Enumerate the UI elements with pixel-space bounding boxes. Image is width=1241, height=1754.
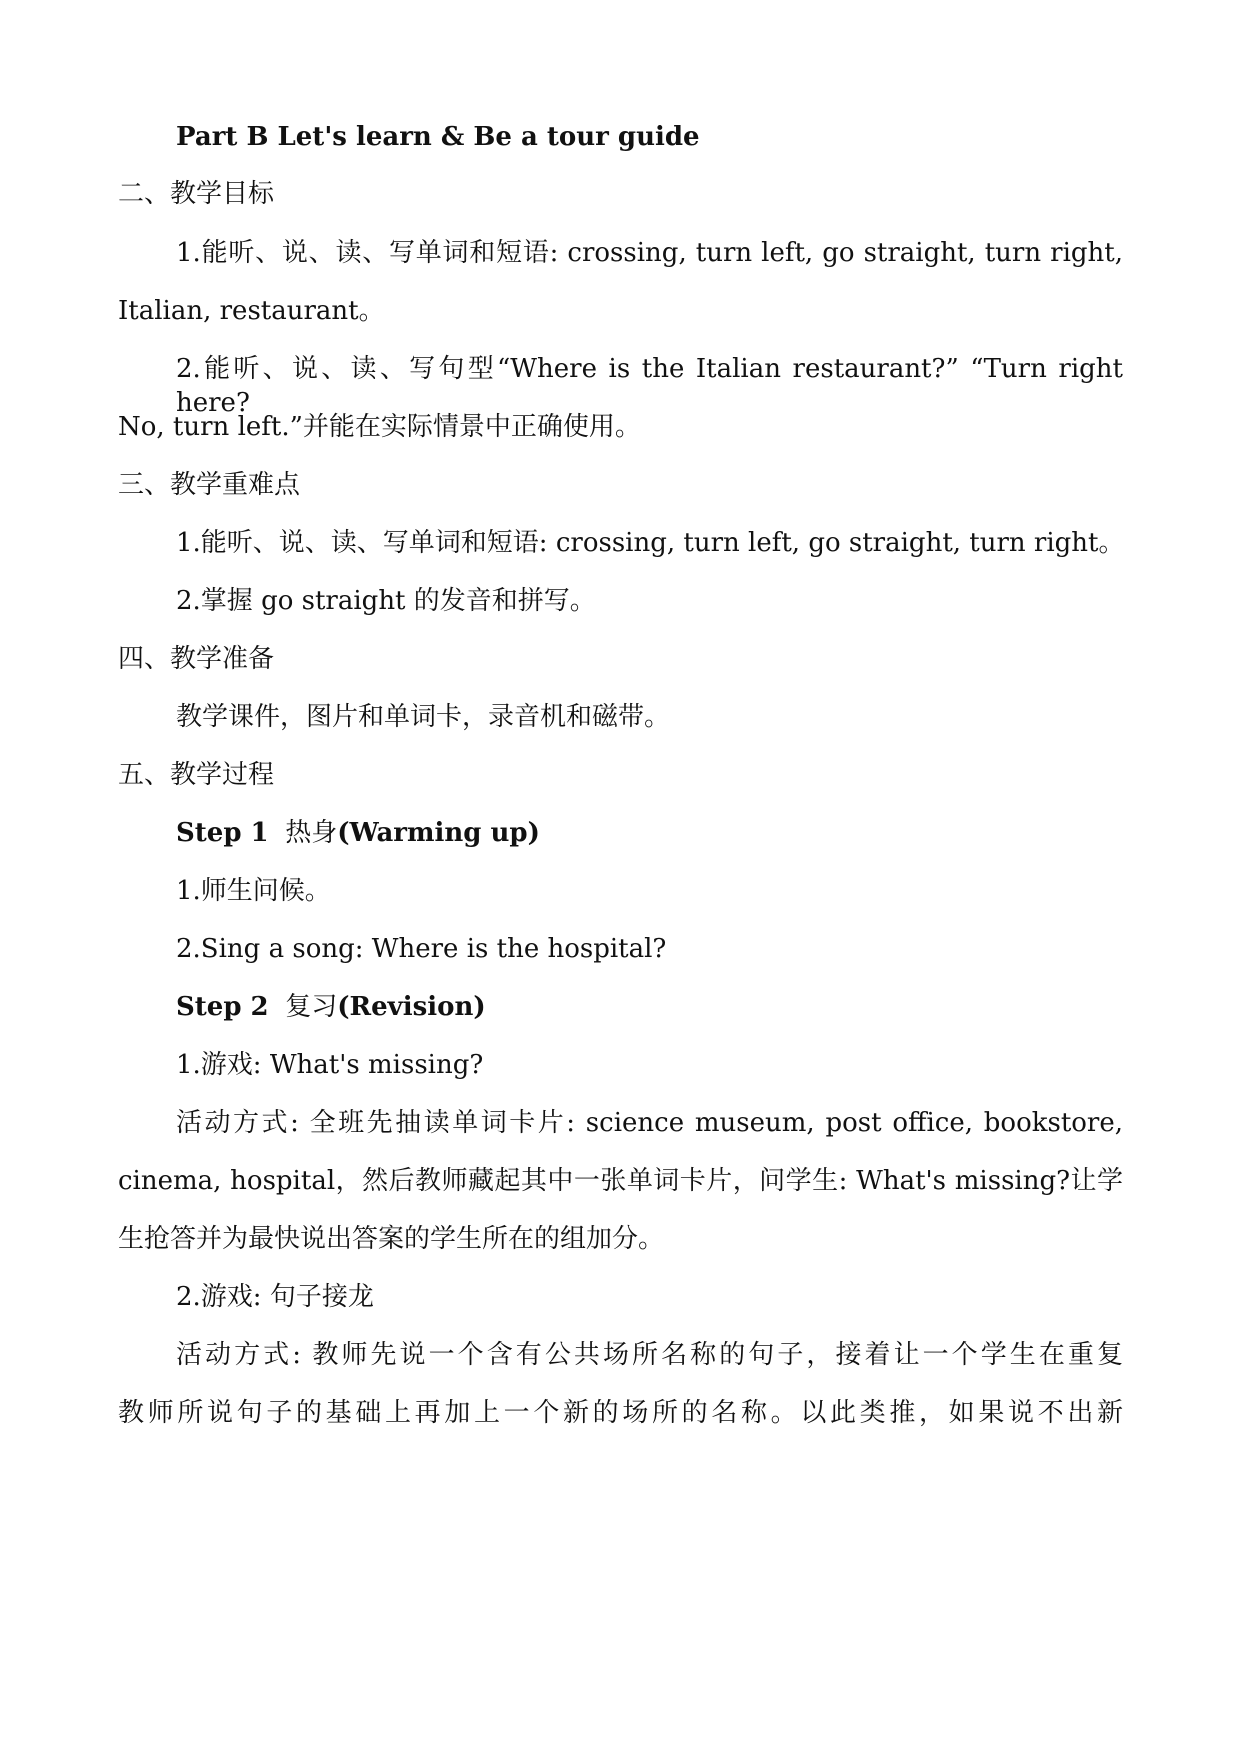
step-line: 2.游戏: 句子接龙 (176, 1282, 374, 1312)
section-heading-process: 五、教学过程 (118, 760, 275, 790)
objective-line: Italian, restaurant。 (118, 296, 385, 326)
section-heading-objectives: 二、教学目标 (118, 179, 275, 209)
step-title-cn: 复习 (285, 992, 338, 1022)
section-heading-preparation: 四、教学准备 (118, 644, 275, 674)
step-line: 活动方式: 全班先抽读单词卡片: science museum, post office, bookstore, (176, 1108, 1123, 1138)
step-line: cinema, hospital，然后教师藏起其中一张单词卡片，问学生: What's missing?让学 (118, 1166, 1123, 1196)
step-label: Step 1 (176, 818, 269, 848)
step-heading (176, 816, 1123, 850)
step-line: 2.Sing a song: Where is the hospital? (176, 934, 667, 964)
objective-line: 2.能听、说、读、写句型“Where is the Italian restaurant?” “Turn right here? (176, 354, 1123, 418)
objective-line: No, turn left.”并能在实际情景中正确使用。 (118, 412, 641, 442)
document-title: Part B Let's learn & Be a tour guide (176, 122, 700, 152)
step-title-en: (Warming up) (337, 818, 540, 848)
section-heading-key-points: 三、教学重难点 (118, 470, 301, 500)
key-point-line: 1.能听、说、读、写单词和短语: crossing, turn left, go straight, turn right。 (176, 528, 1125, 558)
step-title-en: (Revision) (337, 992, 486, 1022)
step-line: 活动方式: 教师先说一个含有公共场所名称的句子，接着让一个学生在重复 (176, 1340, 1123, 1370)
step-line: 教师所说句子的基础上再加上一个新的场所的名称。以此类推，如果说不出新 (118, 1398, 1123, 1428)
step-label: Step 2 (176, 992, 269, 1022)
step-heading (176, 990, 1123, 1024)
step-line: 1.游戏: What's missing? (176, 1050, 484, 1080)
key-point-line: 2.掌握 go straight 的发音和拼写。 (176, 586, 596, 616)
step-title-cn: 热身 (285, 818, 338, 848)
step-line: 生抢答并为最快说出答案的学生所在的组加分。 (118, 1224, 665, 1254)
preparation-line: 教学课件，图片和单词卡，录音机和磁带。 (176, 702, 671, 732)
objective-line: 1.能听、说、读、写单词和短语: crossing, turn left, go straight, turn right, (176, 238, 1123, 268)
step-line: 1.师生问候。 (176, 876, 331, 906)
